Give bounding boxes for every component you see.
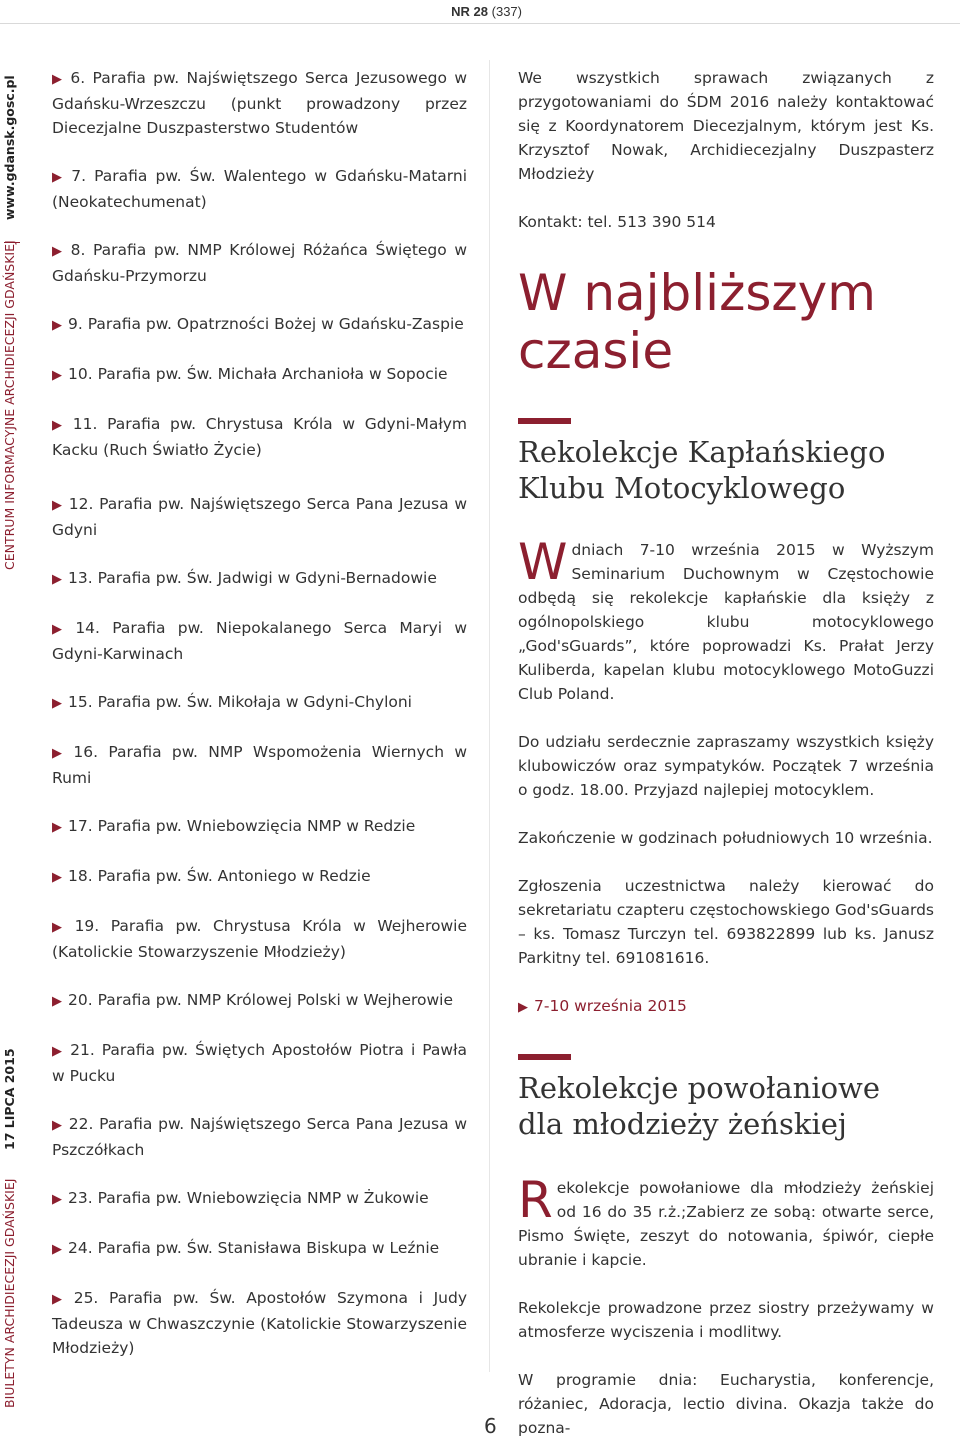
page-number: 6 bbox=[484, 1414, 497, 1438]
arrow-icon: ▶ bbox=[52, 696, 62, 711]
title-bar bbox=[518, 1054, 571, 1060]
arrow-icon: ▶ bbox=[52, 318, 62, 333]
column-divider bbox=[489, 60, 490, 1372]
list-item: ▶ 25. Parafia pw. Św. Apostołów Szymona i Judy Tadeusza w Chwaszczynie (Katolickie Stowarzyszenie Młodzieży) bbox=[52, 1289, 467, 1357]
issue-number bbox=[451, 4, 522, 19]
parish-list bbox=[52, 66, 467, 1360]
list-item: ▶ 6. Parafia pw. Najświętszego Serca Jezusowego w Gdańsku-Wrzeszczu (punkt prowadzony przez Diecezjalne Duszpasterstwo Studentów bbox=[52, 69, 467, 137]
arrow-icon: ▶ bbox=[52, 920, 69, 935]
list-item: ▶ 8. Parafia pw. NMP Królowej Różańca Świętego w Gdańsku-Przymorzu bbox=[52, 241, 467, 285]
right-column bbox=[518, 66, 934, 1440]
list-item: ▶ 16. Parafia pw. NMP Wspomożenia Wiernych w Rumi bbox=[52, 743, 467, 787]
arrow-icon: ▶ bbox=[52, 622, 70, 637]
dropcap: W bbox=[518, 533, 568, 591]
list-item: ▶ 7. Parafia pw. Św. Walentego w Gdańsku-Matarni (Neokatechumenat) bbox=[52, 167, 468, 211]
title-bar bbox=[518, 418, 571, 424]
event-date: ▶ 7-10 września 2015 bbox=[518, 997, 687, 1015]
arrow-icon: ▶ bbox=[52, 820, 62, 835]
sidebar-center: CENTRUM INFORMACYJNE ARCHIDIECEZJI GDAŃSKIEJ bbox=[2, 240, 17, 570]
issue-label: NR 28 bbox=[451, 4, 489, 19]
list-item: ▶ 20. Parafia pw. NMP Królowej Polski w Wejherowie bbox=[52, 991, 454, 1009]
list-item: ▶ 10. Parafia pw. Św. Michała Archanioła w Sopocie bbox=[52, 365, 448, 383]
arrow-icon: ▶ bbox=[52, 244, 65, 259]
arrow-icon: ▶ bbox=[52, 746, 68, 761]
paragraph: Rekolekcje prowadzone przez siostry przeżywamy w atmosferze wyciszenia i modlitwy. bbox=[518, 1299, 934, 1341]
list-item: ▶ 17. Parafia pw. Wniebowzięcia NMP w Redzie bbox=[52, 817, 416, 835]
article-body bbox=[518, 1171, 934, 1272]
paragraph: W programie dnia: Eucharystia, konferencje, różaniec, Adoracja, lectio divina. Okazja także do pozna- bbox=[518, 1371, 934, 1437]
arrow-icon: ▶ bbox=[52, 368, 62, 383]
paragraph: Do udziału serdecznie zapraszamy wszystkich księży klubowiczów oraz sympatyków. Początek 7 września o godz. 18.00. Przyjazd najlepiej motocyklem. bbox=[518, 733, 934, 799]
paragraph: Zakończenie w godzinach południowych 10 września. bbox=[518, 829, 933, 847]
article-body bbox=[518, 533, 934, 706]
arrow-icon: ▶ bbox=[52, 870, 62, 885]
sidebar-bulletin: BIULETYN ARCHIDIECEZJI GDAŃSKIEJ bbox=[2, 1178, 17, 1408]
arrow-icon: ▶ bbox=[52, 72, 65, 87]
list-item: ▶ 13. Parafia pw. Św. Jadwigi w Gdyni-Bernadowie bbox=[52, 569, 437, 587]
list-item: ▶ 18. Parafia pw. Św. Antoniego w Redzie bbox=[52, 867, 371, 885]
list-item: ▶ 19. Parafia pw. Chrystusa Króla w Wejherowie (Katolickie Stowarzyszenie Młodzieży) bbox=[52, 917, 467, 961]
article-title: Rekolekcje powołaniowe dla młodzieży żeńskiej bbox=[518, 1071, 881, 1141]
list-item: ▶ 21. Parafia pw. Świętych Apostołów Piotra i Pawła w Pucku bbox=[52, 1041, 467, 1085]
section-title: W najbliższym czasie bbox=[518, 264, 876, 380]
list-item: ▶ 23. Parafia pw. Wniebowzięcia NMP w Żukowie bbox=[52, 1189, 429, 1207]
list-item: ▶ 14. Parafia pw. Niepokalanego Serca Maryi w Gdyni-Karwinach bbox=[52, 619, 467, 663]
intro-text: We wszystkich sprawach związanych z przygotowaniami do ŚDM 2016 należy kontaktować się z Koordynatorem Diecezjalnym, którym jest Ks. Krzysztof Nowak, Archidiecezjalny Duszpasterz Młodzieży bbox=[518, 69, 934, 183]
article-title: Rekolekcje Kapłańskiego Klubu Motocyklowego bbox=[518, 435, 886, 505]
arrow-icon: ▶ bbox=[52, 1242, 62, 1257]
arrow-icon: ▶ bbox=[52, 1192, 62, 1207]
issue-sub: (337) bbox=[491, 4, 522, 19]
list-item: ▶ 24. Parafia pw. Św. Stanisława Biskupa w Leźnie bbox=[52, 1239, 440, 1257]
arrow-icon: ▶ bbox=[52, 498, 63, 513]
arrow-icon: ▶ bbox=[52, 418, 67, 433]
list-item: ▶ 22. Parafia pw. Najświętszego Serca Pana Jezusa w Pszczółkach bbox=[52, 1115, 467, 1159]
arrow-icon: ▶ bbox=[52, 994, 62, 1009]
list-item: ▶ 12. Parafia pw. Najświętszego Serca Pana Jezusa w Gdyni bbox=[52, 495, 467, 539]
arrow-icon: ▶ bbox=[52, 1292, 68, 1307]
list-item: ▶ 11. Parafia pw. Chrystusa Króla w Gdyni-Małym Kacku (Ruch Światło Życie) bbox=[52, 415, 468, 459]
list-item: ▶ 15. Parafia pw. Św. Mikołaja w Gdyni-Chyloni bbox=[52, 693, 412, 711]
paragraph: ekolekcje powołaniowe dla młodzieży żeńskiej od 16 do 35 r.ż.;Zabierz ze sobą: otwarte serce, Pismo Święte, zeszyt do notowania, śpiwór, ciepłe ubranie i kapcie. bbox=[518, 1179, 934, 1269]
arrow-icon: ▶ bbox=[52, 572, 62, 587]
paragraph: dniach 7-10 września 2015 w Wyższym Seminarium Duchownym w Częstochowie odbędą się rekolekcje kapłańskie dla księży z ogólnopolskiego klubu motocyklowego „God'sGuards”, które poprowadzi Ks. Prałat Jerzy Kuliberda, kapelan klubu motocyklowego MotoGuzzi Club Poland. bbox=[518, 541, 934, 703]
arrow-icon: ▶ bbox=[518, 1000, 528, 1015]
sidebar bbox=[0, 30, 24, 1410]
paragraph: Zgłoszenia uczestnictwa należy kierować do sekretariatu czapteru częstochowskiego God'sGuards – ks. Tomasz Turczyn tel. 693822899 lub ks. Janusz Parkitny tel. 691081616. bbox=[518, 877, 934, 967]
arrow-icon: ▶ bbox=[52, 1044, 65, 1059]
arrow-icon: ▶ bbox=[52, 170, 66, 185]
top-rule bbox=[0, 23, 960, 24]
sidebar-url[interactable]: www.gdansk.gosc.pl bbox=[2, 75, 17, 220]
list-item: ▶ 9. Parafia pw. Opatrzności Bożej w Gdańsku-Zaspie bbox=[52, 315, 464, 333]
dropcap: R bbox=[518, 1171, 553, 1229]
sidebar-date: 17 LIPCA 2015 bbox=[2, 1048, 17, 1150]
contact-text: Kontakt: tel. 513 390 514 bbox=[518, 213, 716, 231]
arrow-icon: ▶ bbox=[52, 1118, 63, 1133]
